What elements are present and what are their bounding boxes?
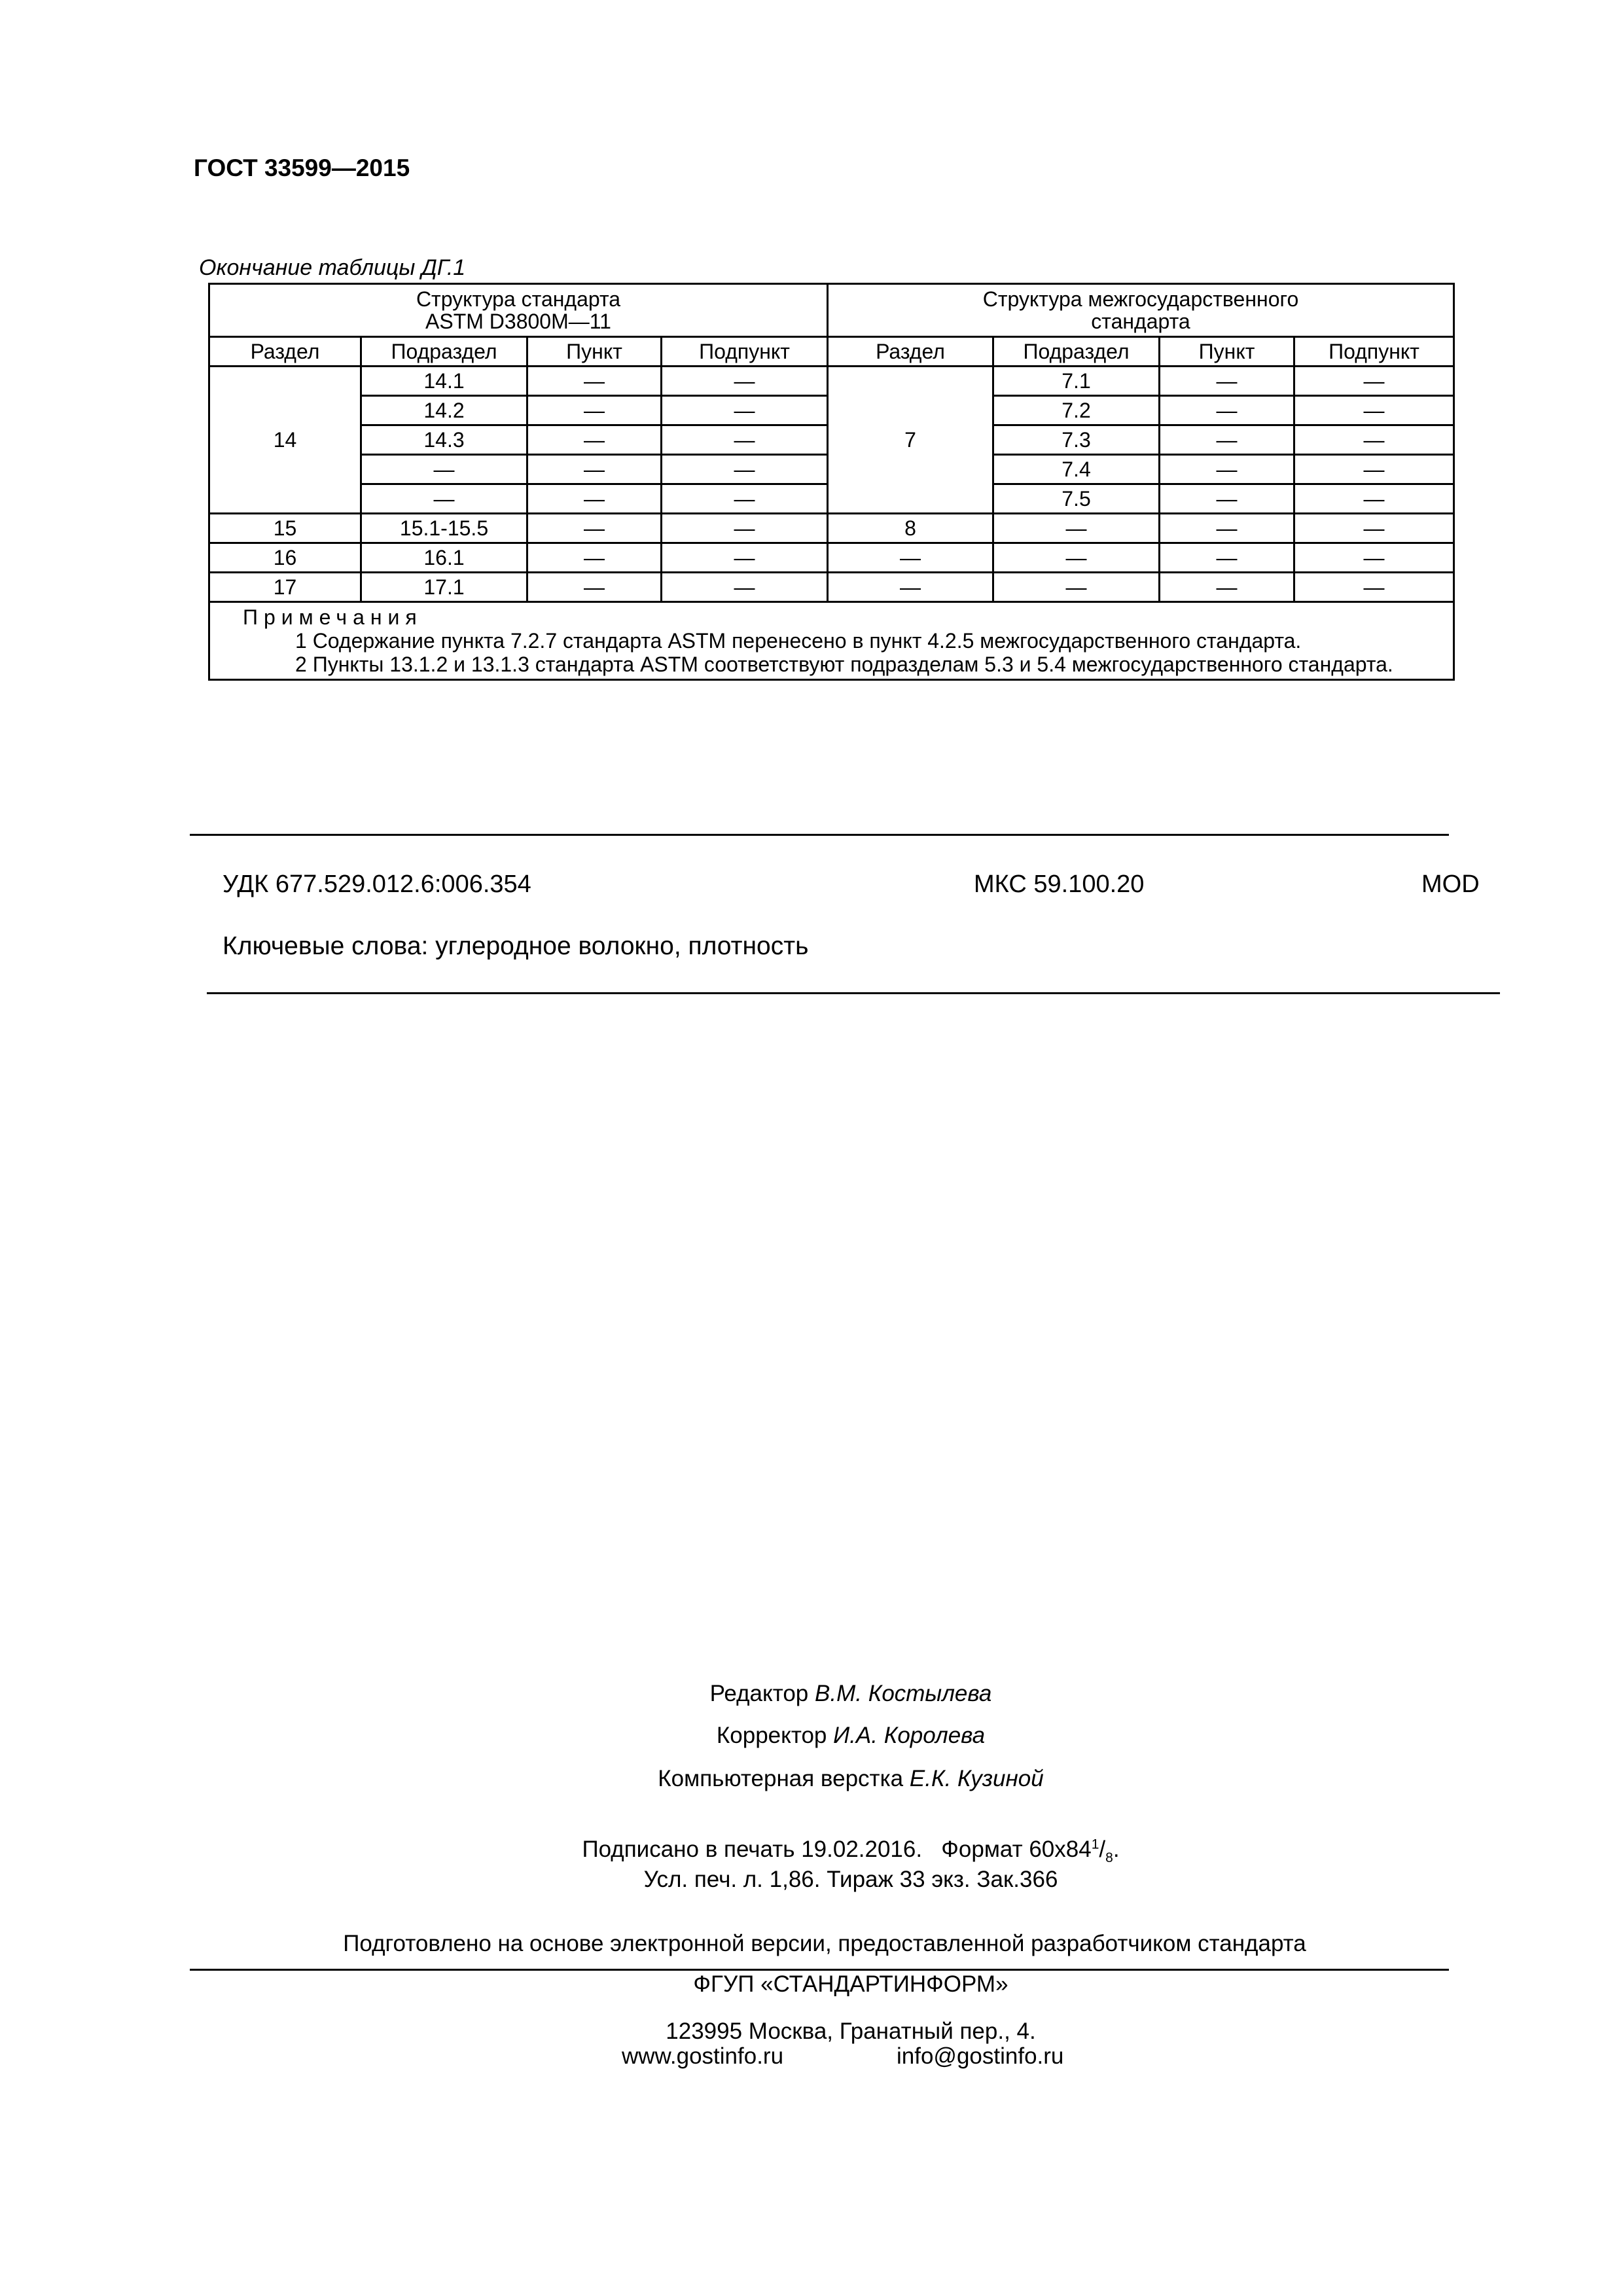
corrector-line [39, 1723, 1623, 1749]
table-cell: — [1294, 484, 1454, 514]
publisher-name: ФГУП «СТАНДАРТИНФОРМ» [693, 1971, 1008, 1997]
divider-keywords [207, 992, 1500, 994]
table-row [209, 573, 1454, 602]
table-cell: — [1294, 455, 1454, 484]
table-cell: — [527, 455, 662, 484]
col-header: Пункт [1160, 337, 1294, 367]
col-header: Подраздел [993, 337, 1160, 367]
table-cell: 14 [209, 367, 361, 514]
group-header-left [209, 284, 828, 337]
table-cell: 7.5 [993, 484, 1160, 514]
correspondence-table [208, 283, 1455, 681]
table-cell: — [662, 484, 828, 514]
table-cell: — [527, 484, 662, 514]
table-cell: — [828, 573, 993, 602]
table-cell: 15.1-15.5 [361, 514, 527, 543]
publisher-address: 123995 Москва, Гранатный пер., 4. [666, 2018, 1036, 2044]
table-cell: — [1160, 543, 1294, 573]
print-info: Усл. печ. л. 1,86. Тираж 33 экз. Зак.366 [643, 1867, 1058, 1892]
layout-label: Компьютерная верстка [658, 1766, 904, 1791]
column-header-row [209, 337, 1454, 367]
table-row [209, 543, 1454, 573]
table-cell: — [993, 514, 1160, 543]
table-cell: 16 [209, 543, 361, 573]
signed-line: Подписано в печать 19.02.2016. Формат $60х84^1/_8$. [582, 1837, 1120, 1865]
table-cell: — [662, 573, 828, 602]
table-cell: 17 [209, 573, 361, 602]
table-cell: — [527, 425, 662, 455]
mod-label: MOD [1421, 870, 1480, 898]
table-cell: — [662, 367, 828, 396]
note-2: 2 Пункты 13.1.2 и 13.1.3 стандарта ASTM соответствуют подразделам 5.3 и 5.4 межгосударственного стандарта. [295, 653, 1393, 676]
table-cell: — [828, 543, 993, 573]
table-cell: — [527, 367, 662, 396]
group-header-right [828, 284, 1454, 337]
udk-code: УДК 677.529.012.6:006.354 [223, 870, 531, 898]
publisher-email[interactable]: info@gostinfo.ru [897, 2043, 1064, 2069]
table-cell: — [993, 543, 1160, 573]
divider-bottom [190, 1969, 1449, 1971]
table-row [209, 367, 1454, 396]
table-cell: 14.2 [361, 396, 527, 425]
format-numerator: 1 [1091, 1837, 1099, 1852]
table-cell: 7.4 [993, 455, 1160, 484]
col-header: Подпункт [662, 337, 828, 367]
table-cell: — [1160, 514, 1294, 543]
corrector-label: Корректор [716, 1723, 827, 1748]
col-header: Раздел [828, 337, 993, 367]
table-cell: 14.3 [361, 425, 527, 455]
table-cell: — [527, 396, 662, 425]
editor-name: В.М. Костылева [815, 1681, 992, 1706]
col-header: Раздел [209, 337, 361, 367]
table-cell: 16.1 [361, 543, 527, 573]
table-cell: — [361, 455, 527, 484]
table-cell: — [1294, 367, 1454, 396]
table-cell: — [1294, 543, 1454, 573]
table-cell: — [527, 543, 662, 573]
table-cell: — [662, 543, 828, 573]
notes-cell [209, 602, 1454, 680]
table-cell: — [1160, 367, 1294, 396]
table-cell: 7.2 [993, 396, 1160, 425]
table-cell: — [527, 514, 662, 543]
table-cell: — [1294, 396, 1454, 425]
layout-name: Е.К. Кузиной [909, 1766, 1044, 1791]
table-cell: — [1294, 425, 1454, 455]
table-cell: 14.1 [361, 367, 527, 396]
table-cell: — [662, 455, 828, 484]
table-cell: 7.1 [993, 367, 1160, 396]
table-cell: — [1294, 514, 1454, 543]
table-cell: — [1160, 455, 1294, 484]
mks-code: МКС 59.100.20 [974, 870, 1145, 898]
table-cell: — [993, 573, 1160, 602]
editor-label: Редактор [709, 1681, 809, 1706]
table-cell: 15 [209, 514, 361, 543]
corrector-name: И.А. Королева [833, 1723, 986, 1748]
table-cell: — [662, 396, 828, 425]
table-cell: — [662, 425, 828, 455]
layout-line [39, 1766, 1623, 1792]
table-cell: — [527, 573, 662, 602]
notes-title: Примечания [243, 605, 423, 629]
table-row [209, 514, 1454, 543]
table-cell: — [662, 514, 828, 543]
table-cell: 7.3 [993, 425, 1160, 455]
group-header-left-text: Структура стандарта ASTM D3800M—11 [416, 287, 621, 333]
divider-top [190, 834, 1449, 836]
group-header-right-text: Структура межгосударственного стандарта [982, 287, 1299, 333]
note-1: 1 Содержание пункта 7.2.7 стандарта ASTM перенесено в пункт 4.2.5 межгосударственного стандарта. [295, 629, 1302, 653]
notes-row [209, 602, 1454, 680]
format-prefix: Формат 60х84 [941, 1837, 1092, 1862]
prepared-note: Подготовлено на основе электронной версии, предоставленной разработчиком стандарта [343, 1931, 1306, 1956]
table-cell: — [361, 484, 527, 514]
table-cell: 17.1 [361, 573, 527, 602]
table-cell: 8 [828, 514, 993, 543]
col-header: Пункт [527, 337, 662, 367]
table-cell: — [1160, 425, 1294, 455]
table-cell: 7 [828, 367, 993, 514]
table-cell: — [1160, 484, 1294, 514]
col-header: Подпункт [1294, 337, 1454, 367]
col-header: Подраздел [361, 337, 527, 367]
table-cell: — [1294, 573, 1454, 602]
table-cell: — [1160, 573, 1294, 602]
format-denominator: 8 [1105, 1850, 1113, 1865]
signed-date: Подписано в печать 19.02.2016. [582, 1837, 923, 1862]
publisher-website[interactable]: www.gostinfo.ru [622, 2043, 784, 2069]
keywords: Ключевые слова: углеродное волокно, плотность [223, 932, 809, 960]
document-code: ГОСТ 33599—2015 [194, 154, 410, 181]
table-caption: Окончание таблицы ДГ.1 [199, 255, 466, 280]
table-cell: — [1160, 396, 1294, 425]
editor-line [39, 1681, 1623, 1707]
